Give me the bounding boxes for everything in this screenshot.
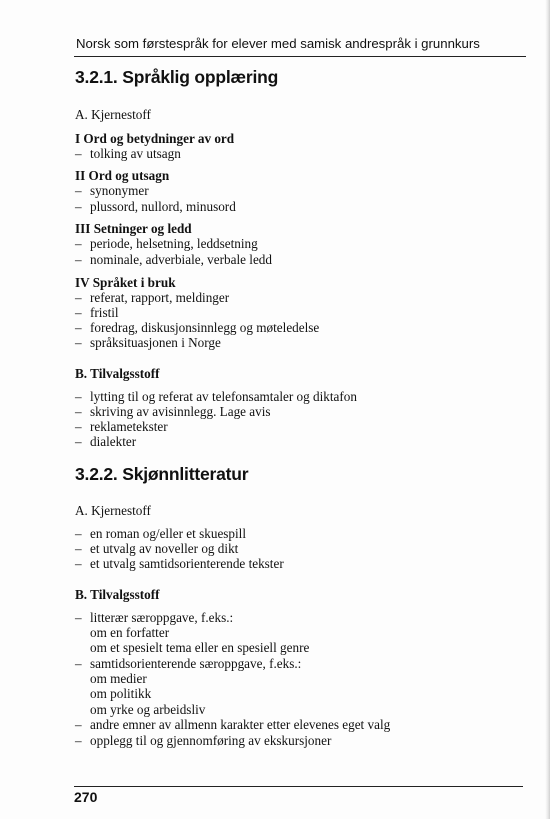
- list-item: – fristil: [75, 305, 119, 320]
- group-heading: IV Språket i bruk: [75, 275, 176, 290]
- sub-item: om en forfatter: [90, 625, 170, 640]
- page-edge: [545, 0, 550, 819]
- list-item: – samtidsorienterende særoppgave, f.eks.:: [75, 656, 302, 671]
- sub-item: om politikk: [90, 686, 152, 701]
- list-item: – nominale, adverbiale, verbale ledd: [75, 252, 272, 267]
- list-item: – dialekter: [75, 434, 137, 449]
- group-heading: II Ord og utsagn: [75, 168, 170, 183]
- list-item: – litterær særoppgave, f.eks.:: [75, 610, 234, 625]
- list-item: – synonymer: [75, 183, 149, 198]
- sub-item: om yrke og arbeidsliv: [90, 702, 206, 717]
- running-head: Norsk som førstespråk for elever med samisk andrespråk i grunnkurs: [76, 36, 480, 51]
- kjernestoff-heading: A. Kjernestoff: [75, 107, 151, 122]
- list-item: – et utvalg av noveller og dikt: [75, 541, 239, 556]
- section-title-sprakligopplaering: 3.2.1. Språklig opplæring: [75, 67, 279, 87]
- sub-item: om medier: [90, 671, 147, 686]
- group-heading: III Setninger og ledd: [75, 221, 192, 236]
- list-item: – periode, helsetning, leddsetning: [75, 236, 258, 251]
- list-item: – et utvalg samtidsorienterende tekster: [75, 556, 284, 571]
- header-rule: [74, 56, 526, 57]
- list-item: – andre emner av allmenn karakter etter elevenes eget valg: [75, 717, 391, 732]
- kjernestoff-heading: A. Kjernestoff: [75, 503, 151, 518]
- list-item: – skriving av avisinnlegg. Lage avis: [75, 404, 271, 419]
- footer-rule: [74, 786, 523, 787]
- section-title-skjonnlitteratur: 3.2.2. Skjønnlitteratur: [75, 464, 249, 484]
- list-item: – tolking av utsagn: [75, 146, 181, 161]
- list-item: – referat, rapport, meldinger: [75, 290, 230, 305]
- list-item: – plussord, nullord, minusord: [75, 199, 236, 214]
- sub-item: om et spesielt tema eller en spesiell genre: [90, 640, 310, 655]
- tilvalgsstoff-heading: B. Tilvalgsstoff: [75, 366, 160, 381]
- list-item: – en roman og/eller et skuespill: [75, 526, 247, 541]
- list-item: – foredrag, diskusjonsinnlegg og møteledelse: [75, 320, 320, 335]
- list-item: – reklametekster: [75, 419, 168, 434]
- list-item: – lytting til og referat av telefonsamtaler og diktafon: [75, 389, 357, 404]
- list-item: – opplegg til og gjennomføring av ekskursjoner: [75, 733, 332, 748]
- group-heading: I Ord og betydninger av ord: [75, 131, 235, 146]
- tilvalgsstoff-heading: B. Tilvalgsstoff: [75, 587, 160, 602]
- page-number: 270: [74, 789, 98, 805]
- list-item: – språksituasjonen i Norge: [75, 335, 221, 350]
